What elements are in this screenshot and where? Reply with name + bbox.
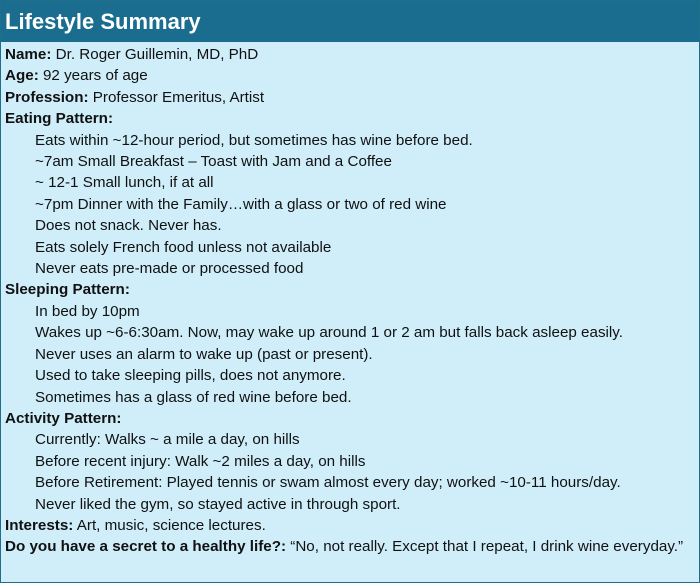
eating-item: Never eats pre-made or processed food [35,260,304,278]
age-row [5,65,693,86]
eating-pattern-heading: Eating Pattern: [5,110,114,128]
eating-item: ~ 12-1 Small lunch, if at all [35,174,214,192]
interests-value: Art, music, science lectures. [73,516,266,534]
sleeping-item: Used to take sleeping pills, does not anymore. [35,367,346,385]
profession-row [5,87,693,108]
profession-value: Professor Emeritus, Artist [88,88,265,106]
eating-item: Does not snack. Never has. [35,217,222,235]
sleeping-item: Sometimes has a glass of red wine before bed. [35,388,352,406]
name-label: Name: [5,46,52,63]
sleeping-item: Wakes up ~6-6:30am. Now, may wake up around 1 or 2 am but falls back asleep easily. [35,324,623,342]
secret-row [5,536,693,557]
interests-row [5,515,693,536]
activity-item: Before recent injury: Walk ~2 miles a day, on hills [35,452,366,470]
eating-item: ~7am Small Breakfast – Toast with Jam and a Coffee [35,153,392,171]
eating-item: Eats within ~12-hour period, but sometimes has wine before bed. [35,131,473,149]
activity-item: Before Retirement: Played tennis or swam almost every day; worked ~10-11 hours/day. [35,474,621,492]
activity-item: Currently: Walks ~ a mile a day, on hills [35,431,300,449]
sleeping-item: Never uses an alarm to wake up (past or present). [35,345,373,363]
activity-item: Never liked the gym, so stayed active in through sport. [35,495,401,513]
activity-pattern-heading: Activity Pattern: [5,409,122,427]
secret-value: “No, not really. Except that I repeat, I drink wine everyday.” [286,538,684,556]
profession-label: Profession: [5,88,89,106]
interests-label: Interests: [5,516,74,534]
name-value: Dr. Roger Guillemin, MD, PhD [51,46,259,63]
secret-label: Do you have a secret to a healthy life?: [5,538,287,556]
name-row [5,44,693,65]
age-label: Age: [5,67,39,85]
card-title: Lifestyle Summary [1,1,699,42]
eating-item: ~7pm Dinner with the Family…with a glass or two of red wine [35,195,447,213]
eating-item: Eats solely French food unless not available [35,238,332,256]
card-body [1,42,699,558]
sleeping-pattern-heading: Sleeping Pattern: [5,281,130,299]
sleeping-item: In bed by 10pm [35,302,140,320]
age-value: 92 years of age [38,67,148,85]
